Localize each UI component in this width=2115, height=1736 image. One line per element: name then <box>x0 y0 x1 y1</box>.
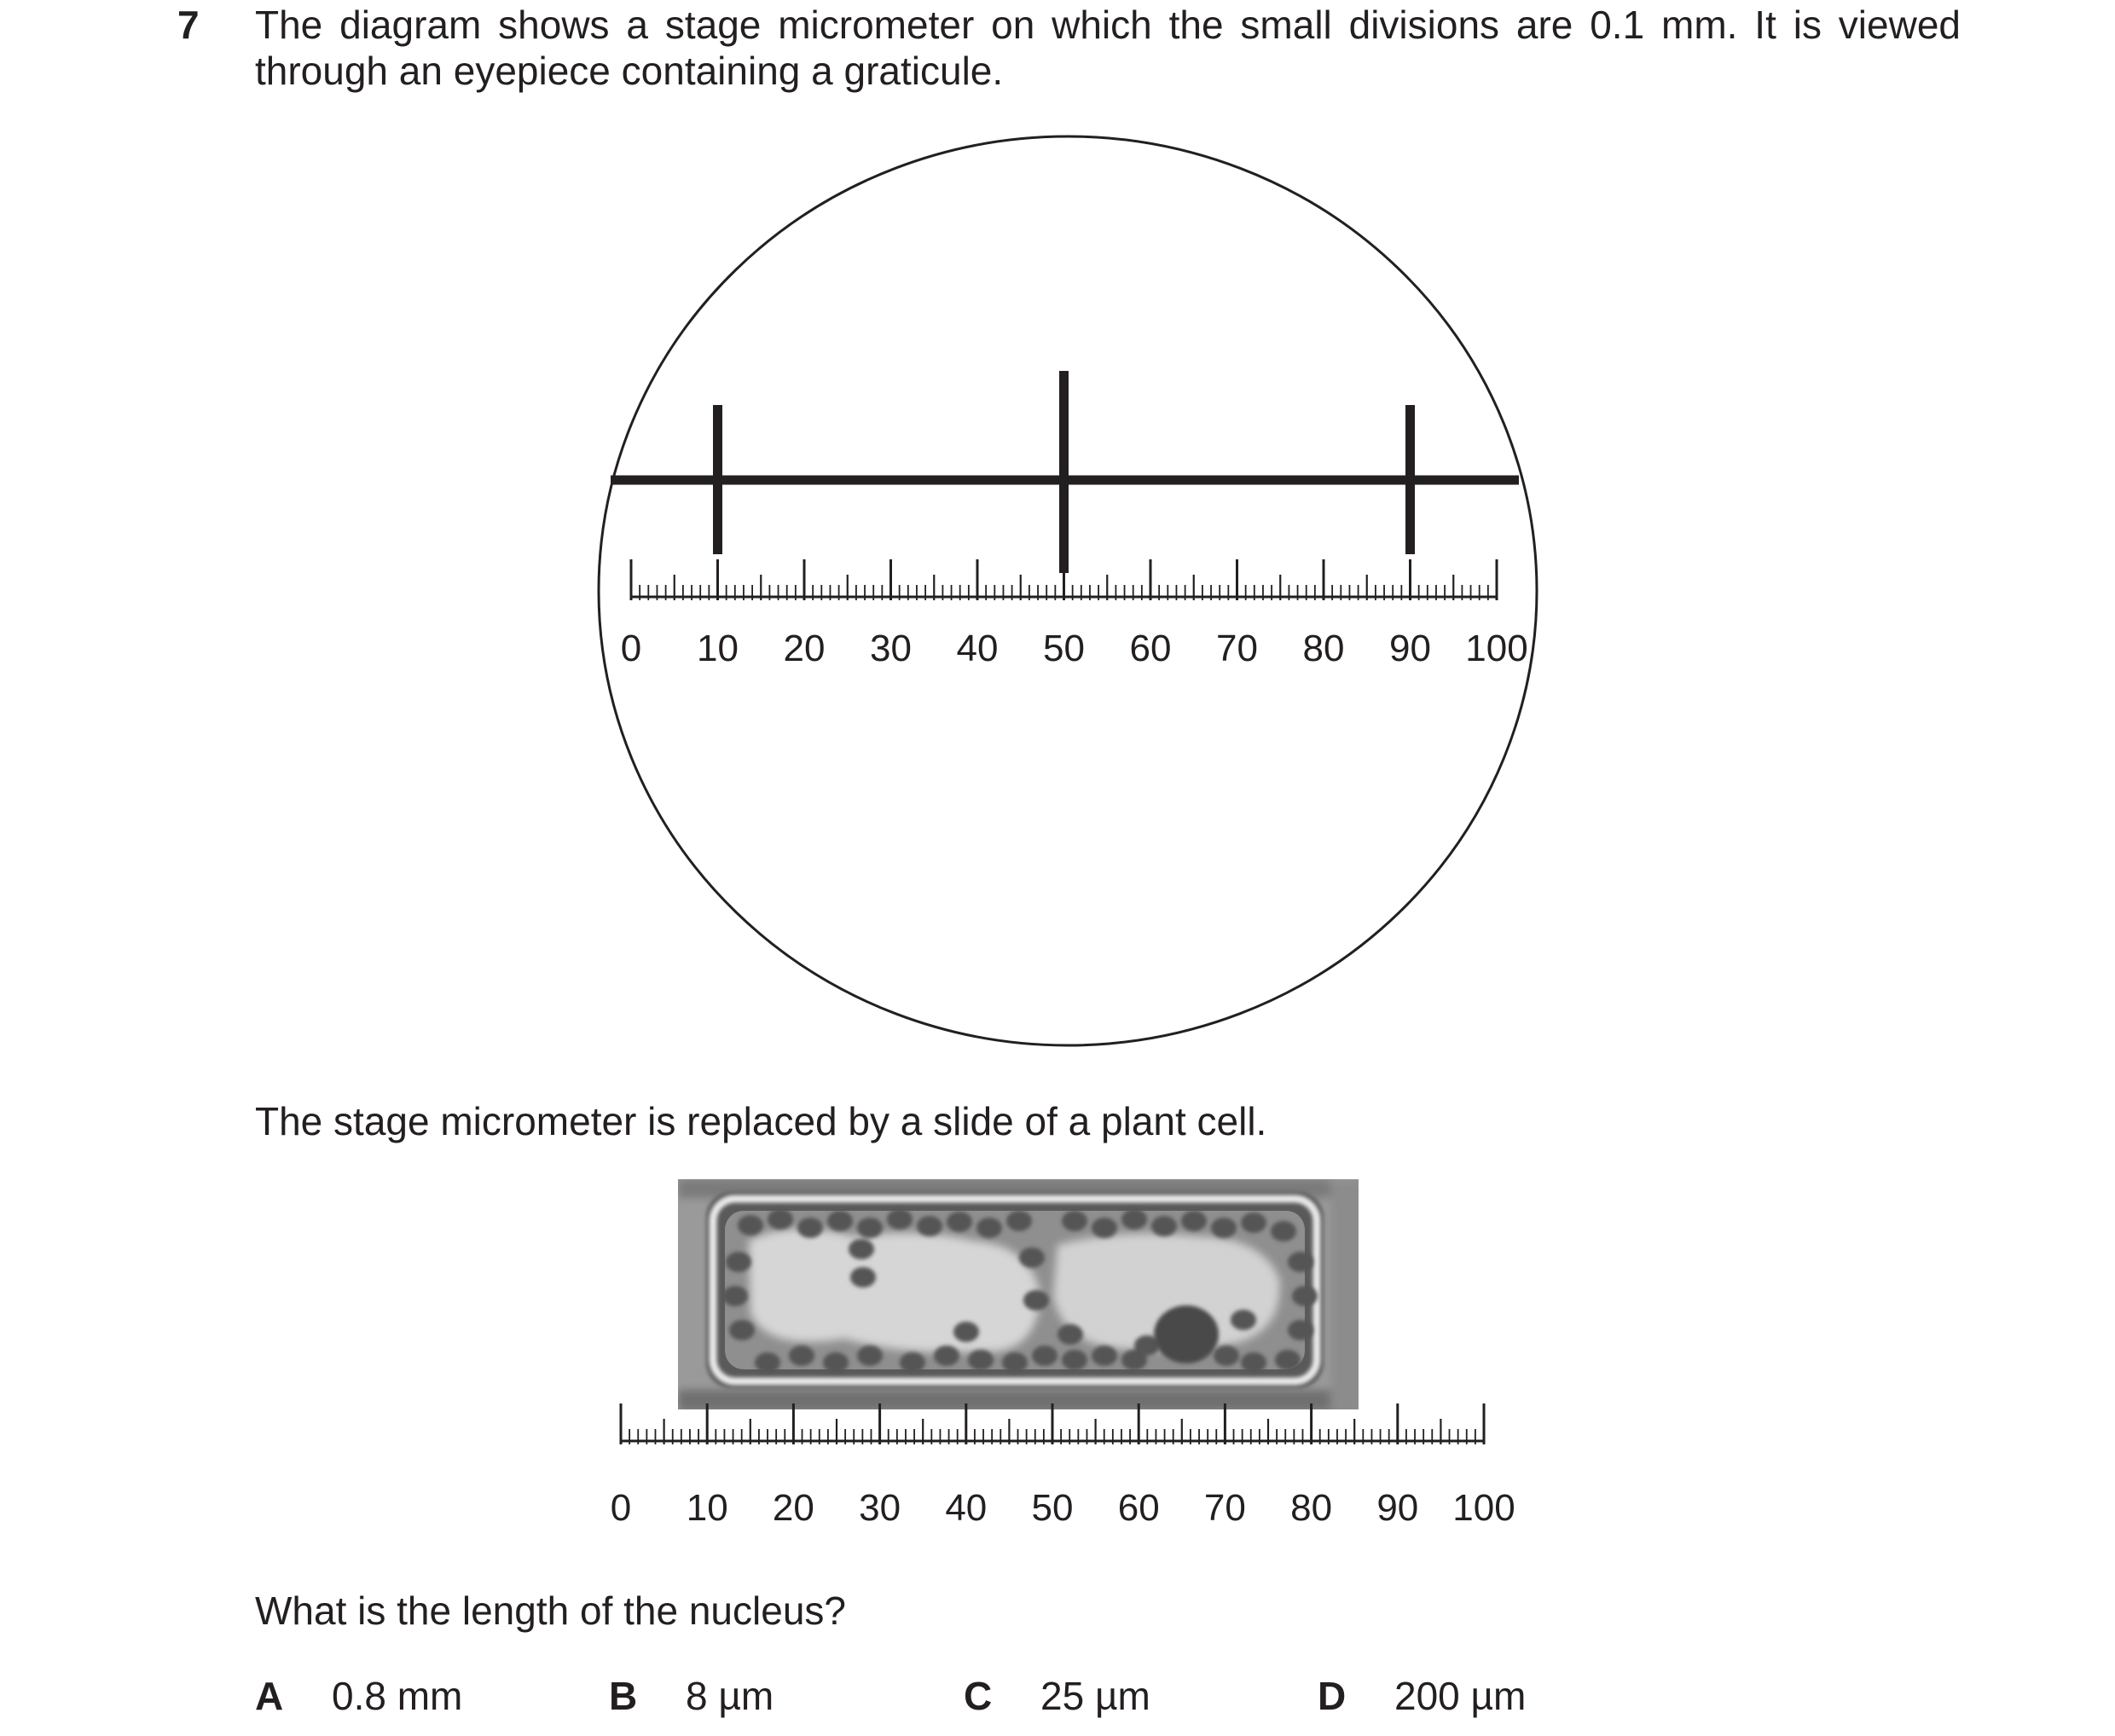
chloroplast <box>917 1216 942 1236</box>
chloroplast <box>789 1345 814 1366</box>
scale-label: 40 <box>945 1487 988 1529</box>
chloroplast <box>1241 1212 1266 1233</box>
chloroplast <box>1006 1211 1032 1231</box>
chloroplast <box>1241 1352 1266 1373</box>
chloroplast <box>1062 1211 1087 1231</box>
option-value: 25 µm <box>1040 1674 1150 1718</box>
chloroplast <box>947 1212 972 1232</box>
question-prompt: What is the length of the nucleus? <box>255 1588 846 1633</box>
scale-label: 90 <box>1376 1487 1419 1529</box>
chloroplast <box>934 1345 959 1366</box>
eyepiece-graticule-scale-upper <box>621 559 1528 669</box>
chloroplast <box>1181 1211 1207 1231</box>
chloroplast <box>1151 1216 1177 1236</box>
chloroplast <box>1002 1352 1028 1373</box>
scale-label: 0 <box>610 1487 632 1529</box>
chloroplast <box>1032 1345 1058 1366</box>
chloroplast <box>768 1209 793 1230</box>
stage-micrometer <box>611 371 1519 573</box>
scale-label: 50 <box>1043 628 1085 669</box>
chloroplast <box>857 1345 883 1366</box>
chloroplast <box>1019 1247 1045 1268</box>
option-value: 0.8 mm <box>332 1674 463 1718</box>
chloroplast <box>1211 1218 1237 1238</box>
scale-label: 100 <box>1452 1487 1515 1529</box>
chloroplast <box>857 1218 883 1238</box>
scale-label: 10 <box>697 628 739 669</box>
chloroplast <box>1288 1252 1313 1272</box>
chloroplast <box>968 1350 994 1370</box>
chloroplast <box>738 1215 763 1235</box>
chloroplast <box>1058 1324 1083 1345</box>
scale-label: 90 <box>1389 628 1431 669</box>
scale-label: 50 <box>1031 1487 1074 1529</box>
option-letter: D <box>1318 1674 1347 1718</box>
chloroplast <box>1214 1345 1239 1366</box>
replaced-text: The stage micrometer is replaced by a slide of a plant cell. <box>255 1099 1267 1143</box>
scale-label: 60 <box>1129 628 1172 669</box>
chloroplast <box>976 1218 1002 1238</box>
scale-label: 80 <box>1302 628 1345 669</box>
chloroplast <box>823 1352 849 1373</box>
chloroplast <box>900 1352 925 1373</box>
chloroplast <box>1023 1290 1049 1311</box>
option-value: 8 µm <box>686 1674 774 1718</box>
scale-label: 10 <box>686 1487 728 1529</box>
chloroplast <box>887 1209 913 1230</box>
scale-label: 70 <box>1216 628 1258 669</box>
scale-label: 40 <box>956 628 999 669</box>
chloroplast <box>1121 1209 1147 1230</box>
scale-label: 0 <box>620 628 642 669</box>
scale-label: 60 <box>1117 1487 1160 1529</box>
scale-label: 80 <box>1290 1487 1333 1529</box>
scale-label: 20 <box>783 628 826 669</box>
chloroplast <box>729 1320 755 1340</box>
plant-cell-micrograph <box>678 1179 1365 1411</box>
question-stem: The diagram shows a stage micrometer on which the small divisions are 0.1 mm. It is viewed through an eyepiece containing a graticule. <box>255 3 1961 93</box>
scale-label: 20 <box>772 1487 814 1529</box>
chloroplast <box>1292 1286 1318 1306</box>
scale-label: 30 <box>870 628 912 669</box>
chloroplast <box>797 1218 823 1238</box>
scale-label: 100 <box>1465 628 1528 669</box>
chloroplast <box>1092 1345 1117 1366</box>
chloroplast <box>827 1211 853 1231</box>
chloroplast <box>755 1352 780 1373</box>
option-letter: C <box>964 1674 993 1718</box>
option-letter: A <box>255 1674 284 1718</box>
eyepiece-graticule-scale-lower <box>611 1403 1515 1529</box>
eyepiece-field-circle <box>599 136 1537 1045</box>
chloroplast <box>1092 1218 1117 1238</box>
nucleus <box>1154 1305 1219 1363</box>
scale-label: 70 <box>1203 1487 1246 1529</box>
chloroplast <box>726 1252 751 1272</box>
question-number: 7 <box>177 3 200 47</box>
chloroplast <box>1062 1350 1087 1370</box>
scale-label: 30 <box>859 1487 901 1529</box>
option-value: 200 µm <box>1394 1674 1527 1718</box>
chloroplast <box>1288 1320 1313 1340</box>
chloroplast <box>849 1239 874 1259</box>
option-letter: B <box>609 1674 638 1718</box>
chloroplast <box>722 1286 748 1306</box>
chloroplast <box>953 1322 979 1342</box>
chloroplast <box>1271 1221 1296 1241</box>
chloroplast <box>850 1267 876 1288</box>
chloroplast <box>1275 1350 1301 1370</box>
chloroplast <box>1231 1310 1256 1330</box>
